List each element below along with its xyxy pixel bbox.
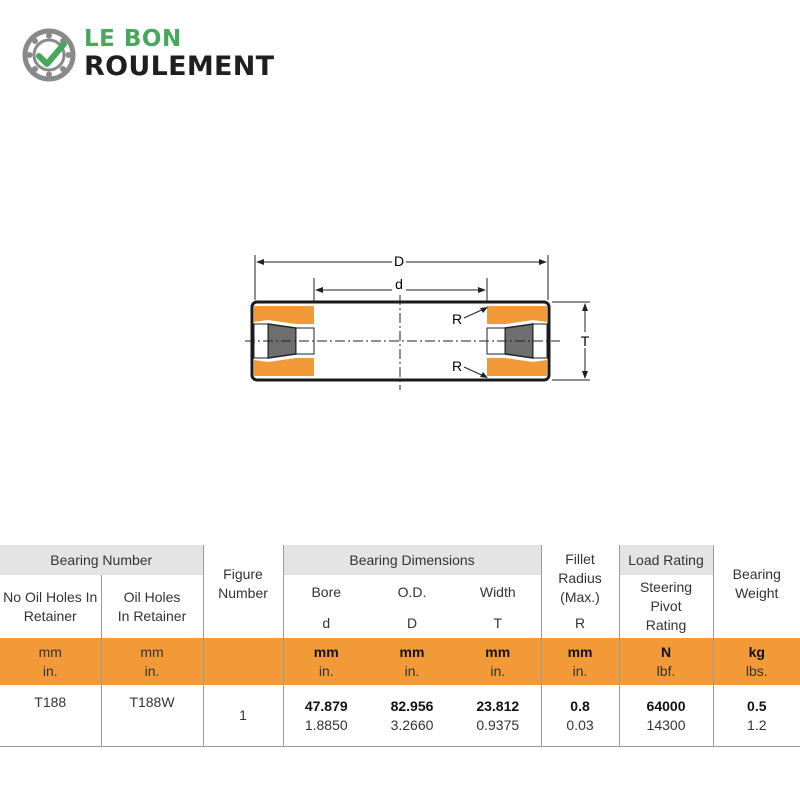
label-bore: d [395, 276, 403, 292]
unit-cell: mm in. [0, 638, 101, 685]
header-bearing-weight: Bearing Weight [713, 545, 800, 638]
part-oil-holes: T188W [101, 685, 203, 747]
unit-cell: mm in. [369, 638, 455, 685]
value-width: 23.812 0.9375 [455, 685, 541, 747]
brand-logo [22, 26, 302, 88]
unit-cell: mm in. [283, 638, 369, 685]
header-no-oil-holes: No Oil Holes In Retainer [0, 575, 101, 638]
label-outer-diameter: D [393, 253, 405, 269]
label-width: T [580, 333, 590, 349]
unit-cell: mm in. [541, 638, 619, 685]
value-bore: 47.879 1.8850 [283, 685, 369, 747]
brand-line2: ROULEMENT [84, 51, 275, 82]
unit-cell-empty [203, 638, 283, 685]
header-od: O.D. [369, 575, 455, 608]
label-fillet-radius-top: R [452, 311, 463, 327]
header-figure-number: Figure Number [203, 545, 283, 638]
symbol-bore: d [283, 608, 369, 638]
unit-cell: kg lbs. [713, 638, 800, 685]
header-bore: Bore [283, 575, 369, 608]
symbol-radius: R [541, 608, 619, 638]
symbol-od: D [369, 608, 455, 638]
header-steering-pivot: Steering Pivot Rating [619, 575, 713, 638]
bearing-check-icon [22, 28, 76, 82]
value-weight: 0.5 1.2 [713, 685, 800, 747]
label-fillet-radius-bottom: R [452, 358, 463, 374]
value-load-rating: 64000 14300 [619, 685, 713, 747]
header-fillet-radius: Fillet Radius (Max.) [541, 545, 619, 608]
unit-cell: N lbf. [619, 638, 713, 685]
figure-number: 1 [203, 685, 283, 747]
unit-cell: mm in. [455, 638, 541, 685]
header-load-rating: Load Rating [619, 545, 713, 575]
symbol-width: T [455, 608, 541, 638]
value-od: 82.956 3.2660 [369, 685, 455, 747]
bearing-diagram [230, 240, 610, 400]
header-oil-holes: Oil Holes In Retainer [101, 575, 203, 638]
brand-line1: LE BON [84, 26, 182, 52]
units-row [0, 638, 800, 685]
table-row [0, 685, 800, 747]
header-bearing-number: Bearing Number [0, 545, 203, 575]
header-width: Width [455, 575, 541, 608]
header-bearing-dimensions: Bearing Dimensions [283, 545, 541, 575]
part-no-oil-holes: T188 [0, 685, 101, 747]
unit-cell: mm in. [101, 638, 203, 685]
value-fillet-radius: 0.8 0.03 [541, 685, 619, 747]
bearing-spec-table [0, 545, 800, 747]
